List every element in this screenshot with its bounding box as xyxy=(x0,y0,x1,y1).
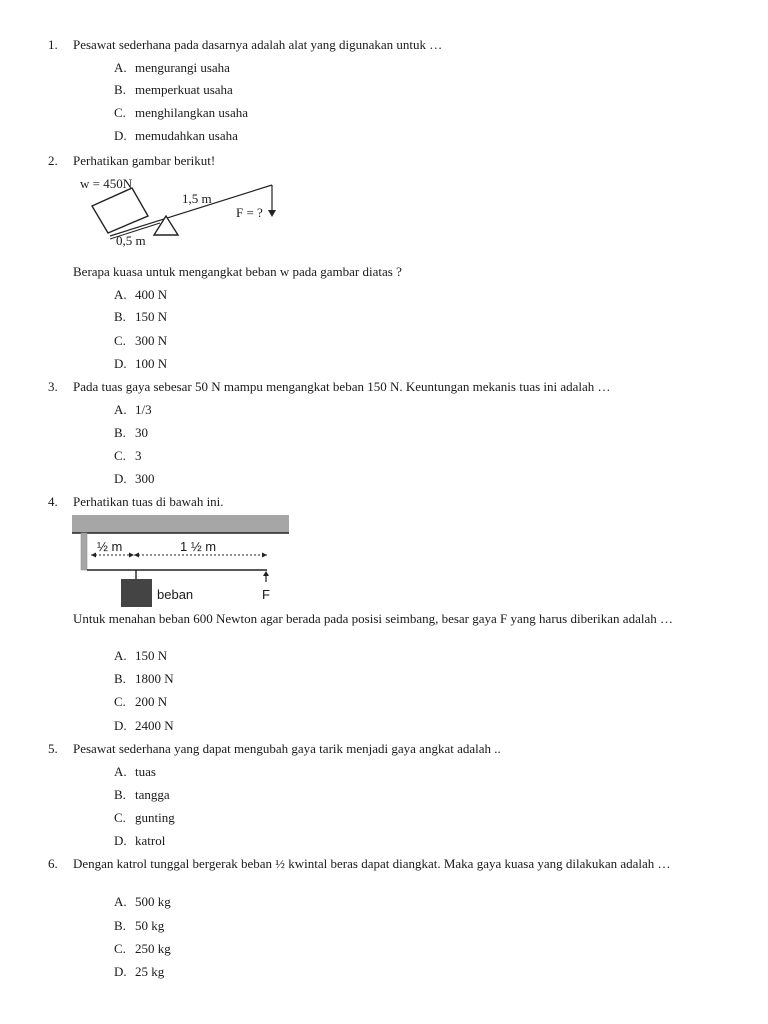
fulcrum-triangle xyxy=(154,216,178,235)
question-text: Perhatikan gambar berikut! xyxy=(73,153,216,168)
option-text: 400 N xyxy=(135,287,168,302)
option-text: 150 N xyxy=(135,648,168,663)
load-label: beban xyxy=(157,587,194,602)
option-text: gunting xyxy=(135,810,175,825)
option-d[interactable] xyxy=(114,964,164,980)
force-arrow-head xyxy=(263,571,269,576)
option-text: mengurangi usaha xyxy=(135,60,230,75)
option-c[interactable] xyxy=(114,810,175,826)
question-number: 2. xyxy=(48,153,58,168)
force-arrow-head xyxy=(268,210,276,217)
option-text: menghilangkan usaha xyxy=(135,105,248,120)
option-d[interactable] xyxy=(114,833,165,849)
option-a[interactable] xyxy=(114,402,152,418)
option-letter: B. xyxy=(114,82,126,97)
option-letter: B. xyxy=(114,918,126,933)
option-letter: C. xyxy=(114,448,126,463)
option-text: 100 N xyxy=(135,356,168,371)
option-text: memperkuat usaha xyxy=(135,82,233,97)
option-a[interactable] xyxy=(114,60,230,76)
option-text: 200 N xyxy=(135,694,168,709)
option-letter: D. xyxy=(114,833,127,848)
option-d[interactable] xyxy=(114,718,174,734)
option-b[interactable] xyxy=(114,671,174,687)
ceiling-beam xyxy=(72,515,289,533)
option-text: 300 N xyxy=(135,333,168,348)
option-letter: B. xyxy=(114,787,126,802)
option-letter: C. xyxy=(114,105,126,120)
option-letter: D. xyxy=(114,471,127,486)
option-text: 2400 N xyxy=(135,718,174,733)
option-letter: D. xyxy=(114,128,127,143)
option-text: tuas xyxy=(135,764,156,779)
option-b[interactable] xyxy=(114,82,233,98)
weight-label: w = 450N xyxy=(80,176,133,191)
option-text: 250 kg xyxy=(135,941,171,956)
option-letter: D. xyxy=(114,356,127,371)
short-arm-label: ½ m xyxy=(97,539,123,554)
option-letter: C. xyxy=(114,941,126,956)
option-text: 50 kg xyxy=(135,918,165,933)
option-text: 150 N xyxy=(135,309,168,324)
lever-figure-2 xyxy=(72,515,290,610)
option-c[interactable] xyxy=(114,333,167,349)
option-letter: D. xyxy=(114,964,127,979)
dimension-arrow xyxy=(262,553,267,558)
option-b[interactable] xyxy=(114,309,167,325)
option-text: memudahkan usaha xyxy=(135,128,238,143)
option-a[interactable] xyxy=(114,764,156,780)
option-text: 1/3 xyxy=(135,402,152,417)
option-letter: C. xyxy=(114,810,126,825)
option-letter: A. xyxy=(114,648,127,663)
long-arm-label: 1 ½ m xyxy=(180,539,217,554)
option-d[interactable] xyxy=(114,471,155,487)
option-b[interactable] xyxy=(114,918,164,934)
dimension-arrow xyxy=(129,553,134,558)
option-c[interactable] xyxy=(114,694,167,710)
option-b[interactable] xyxy=(114,425,148,441)
option-letter: A. xyxy=(114,287,127,302)
short-arm-label: 0,5 m xyxy=(116,233,146,248)
option-a[interactable] xyxy=(114,894,171,910)
option-text: katrol xyxy=(135,833,166,848)
option-letter: C. xyxy=(114,333,126,348)
option-text: 300 xyxy=(135,471,155,486)
question-text: Pesawat sederhana yang dapat mengubah gaya tarik menjadi gaya angkat adalah .. xyxy=(73,741,501,756)
lever-figure-1 xyxy=(70,170,290,252)
question-number: 5. xyxy=(48,741,58,756)
question-text: Dengan katrol tunggal bergerak beban ½ kwintal beras dapat diangkat. Maka gaya kuasa yang dilakukan adalah … xyxy=(73,856,671,871)
option-letter: A. xyxy=(114,894,127,909)
option-letter: B. xyxy=(114,309,126,324)
option-text: 1800 N xyxy=(135,671,174,686)
option-c[interactable] xyxy=(114,105,248,121)
pivot-support xyxy=(81,533,87,570)
dimension-arrow xyxy=(91,553,96,558)
option-a[interactable] xyxy=(114,648,167,664)
question-text: Pada tuas gaya sebesar 50 N mampu mengangkat beban 150 N. Keuntungan mekanis tuas ini adalah … xyxy=(73,379,611,394)
long-arm-label: 1,5 m xyxy=(182,191,212,206)
option-letter: A. xyxy=(114,764,127,779)
option-b[interactable] xyxy=(114,787,170,803)
option-text: tangga xyxy=(135,787,170,802)
question-number: 1. xyxy=(48,37,58,52)
option-text: 500 kg xyxy=(135,894,171,909)
question-number: 4. xyxy=(48,494,58,509)
option-letter: A. xyxy=(114,60,127,75)
option-letter: C. xyxy=(114,694,126,709)
option-c[interactable] xyxy=(114,448,142,464)
force-label: F = ? xyxy=(236,205,263,220)
option-letter: A. xyxy=(114,402,127,417)
option-a[interactable] xyxy=(114,287,167,303)
question-number: 3. xyxy=(48,379,58,394)
option-text: 25 kg xyxy=(135,964,165,979)
option-c[interactable] xyxy=(114,941,171,957)
question-subtext: Berapa kuasa untuk mengangkat beban w pada gambar diatas ? xyxy=(73,264,402,279)
question-text: Pesawat sederhana pada dasarnya adalah alat yang digunakan untuk … xyxy=(73,37,443,52)
question-number: 6. xyxy=(48,856,58,871)
option-text: 3 xyxy=(135,448,142,463)
option-text: 30 xyxy=(135,425,148,440)
option-letter: D. xyxy=(114,718,127,733)
option-d[interactable] xyxy=(114,128,238,144)
option-letter: B. xyxy=(114,425,126,440)
load-block xyxy=(121,579,152,607)
question-subtext: Untuk menahan beban 600 Newton agar berada pada posisi seimbang, besar gaya F yang harus diberikan adalah … xyxy=(73,611,673,626)
force-label: F xyxy=(262,587,270,602)
option-d[interactable] xyxy=(114,356,167,372)
option-letter: B. xyxy=(114,671,126,686)
question-text: Perhatikan tuas di bawah ini. xyxy=(73,494,224,509)
dimension-arrow xyxy=(134,553,139,558)
